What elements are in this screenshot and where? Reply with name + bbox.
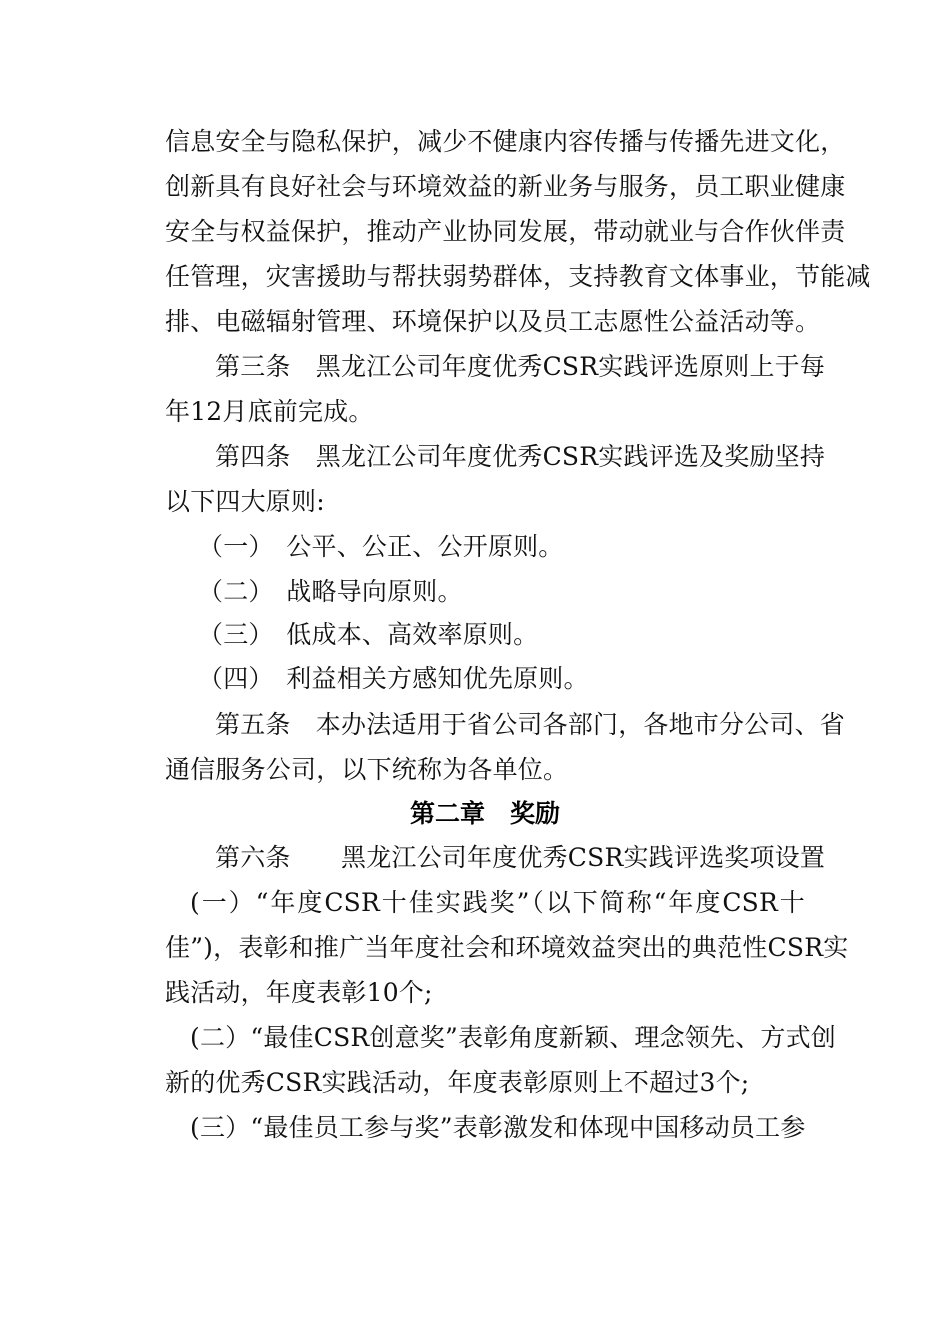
principle-item: （二） 战略导向原则。 bbox=[198, 577, 463, 606]
principle-item: （四） 利益相关方感知优先原则。 bbox=[198, 664, 589, 693]
article-5-line: 通信服务公司，以下统称为各单位。 bbox=[165, 755, 569, 784]
article-4-line: 以下四大原则: bbox=[165, 487, 325, 516]
body-line: 安全与权益保护，推动产业协同发展，带动就业与合作伙伴责 bbox=[165, 217, 846, 246]
award-item-line: 践活动，年度表彰10个; bbox=[165, 978, 433, 1007]
award-item-line: 佳”)，表彰和推广当年度社会和环境效益突出的典范性CSR实 bbox=[165, 933, 849, 962]
article-4-line: 第四条 黑龙江公司年度优秀CSR实践评选及奖励坚持 bbox=[215, 442, 826, 471]
body-line: 创新具有良好社会与环境效益的新业务与服务，员工职业健康 bbox=[165, 172, 846, 201]
article-3-line: 第三条 黑龙江公司年度优秀CSR实践评选原则上于每 bbox=[215, 352, 826, 381]
award-item-line: (一）“年度CSR十佳实践奖”（以下简称“年度CSR十 bbox=[190, 888, 805, 917]
award-item-line: (三）“最佳员工参与奖”表彰激发和体现中国移动员工参 bbox=[190, 1113, 806, 1142]
body-line: 信息安全与隐私保护，减少不健康内容传播与传播先进文化， bbox=[165, 127, 846, 156]
principle-item: （一） 公平、公正、公开原则。 bbox=[198, 532, 564, 561]
article-5-line: 第五条 本办法适用于省公司各部门，各地市分公司、省 bbox=[215, 710, 846, 739]
body-line: 任管理，灾害援助与帮扶弱势群体，支持教育文体事业，节能减 bbox=[165, 262, 871, 291]
award-item-line: (二）“最佳CSR创意奖”表彰角度新颖、理念领先、方式创 bbox=[190, 1023, 836, 1052]
article-6-line: 第六条 黑龙江公司年度优秀CSR实践评选奖项设置 bbox=[215, 843, 826, 872]
award-item-line: 新的优秀CSR实践活动，年度表彰原则上不超过3个; bbox=[165, 1068, 750, 1097]
chapter-heading: 第二章 奖励 bbox=[409, 799, 560, 828]
body-line: 排、电磁辐射管理、环境保护以及员工志愿性公益活动等。 bbox=[165, 307, 821, 336]
article-3-line: 年12月底前完成。 bbox=[165, 397, 374, 426]
principle-item: （三） 低成本、高效率原则。 bbox=[198, 620, 539, 649]
